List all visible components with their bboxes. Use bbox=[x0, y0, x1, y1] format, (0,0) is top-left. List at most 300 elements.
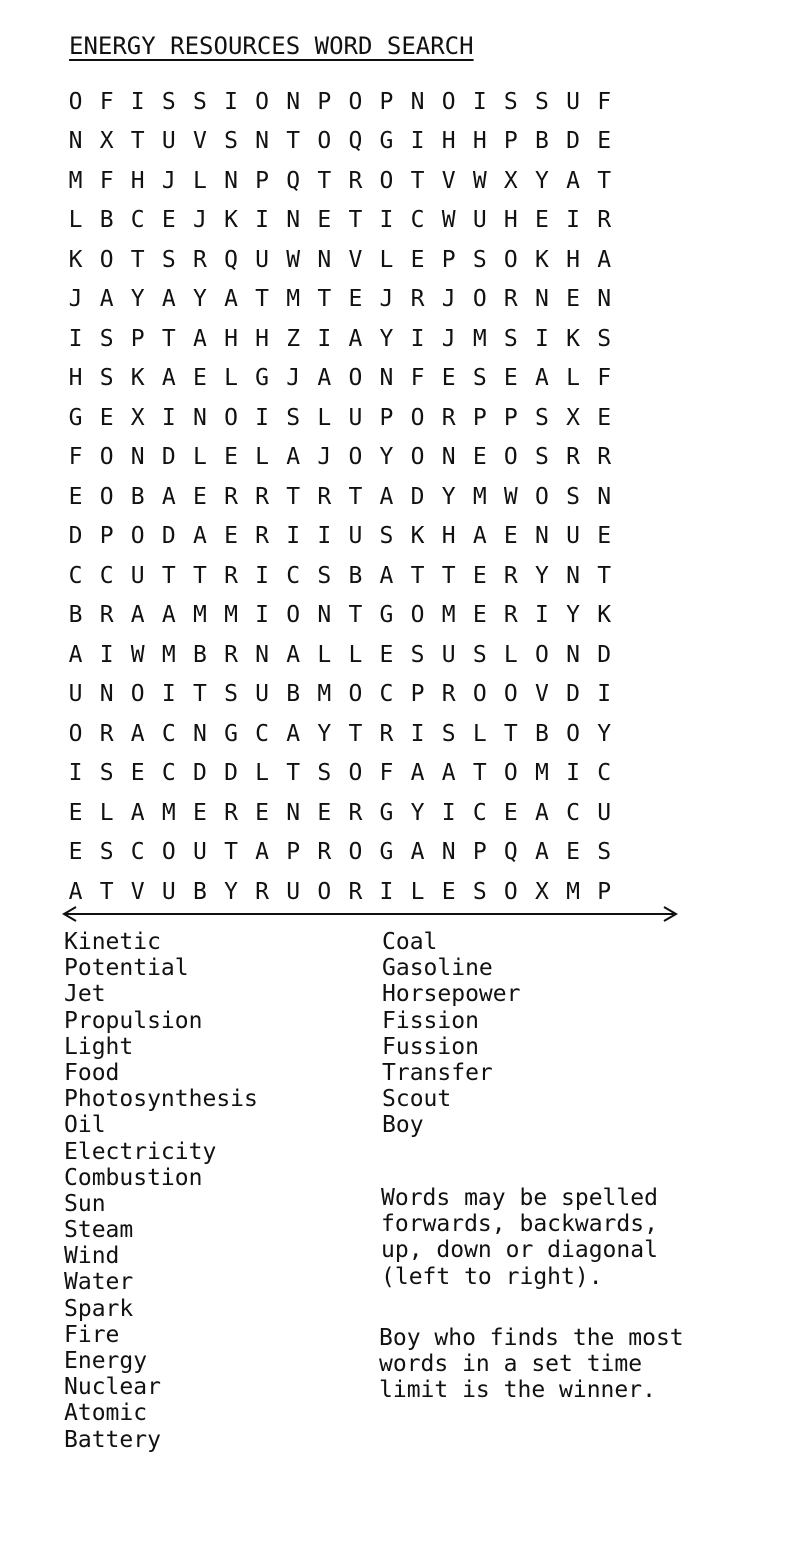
grid-letter: V bbox=[130, 878, 145, 905]
grid-letter: A bbox=[535, 839, 549, 866]
grid-letter: B bbox=[192, 641, 207, 668]
grid-letter: E bbox=[130, 760, 145, 787]
grid-letter: K bbox=[130, 365, 145, 392]
grid-letter: M bbox=[161, 799, 176, 826]
grid-letter: I bbox=[410, 720, 425, 747]
grid-letter: E bbox=[472, 562, 487, 589]
grid-letter: S bbox=[99, 365, 114, 392]
grid-letter: A bbox=[317, 365, 332, 392]
grid-letter: T bbox=[161, 562, 176, 589]
grid-letter: P bbox=[472, 839, 487, 866]
grid-letter: N bbox=[317, 602, 332, 629]
grid-letter: S bbox=[161, 246, 176, 273]
grid-letter: R bbox=[379, 720, 394, 747]
grid-letter: C bbox=[130, 207, 145, 234]
grid-letter: S bbox=[410, 641, 425, 668]
grid-letter: T bbox=[472, 760, 487, 787]
grid-letter: T bbox=[348, 720, 363, 747]
grid-letter: O bbox=[348, 88, 363, 115]
grid-row bbox=[60, 477, 700, 517]
grid-letter: S bbox=[597, 839, 612, 866]
grid-letter: Y bbox=[535, 167, 549, 194]
grid-row bbox=[60, 714, 700, 754]
grid-letter: E bbox=[192, 483, 207, 510]
grid-letter: N bbox=[597, 286, 612, 313]
grid-letter: A bbox=[535, 365, 549, 392]
grid-letter: Q bbox=[503, 839, 518, 866]
grid-letter: Y bbox=[535, 562, 549, 589]
grid-letter: R bbox=[99, 602, 114, 629]
grid-letter: R bbox=[224, 483, 238, 510]
word-list-item: Food bbox=[64, 1059, 120, 1086]
rules-line: limit is the winner. bbox=[379, 1377, 656, 1404]
grid-letter: E bbox=[535, 207, 549, 234]
grid-letter: N bbox=[224, 167, 238, 194]
grid-letter: F bbox=[379, 760, 394, 787]
grid-letter: H bbox=[472, 128, 487, 155]
grid-letter: O bbox=[348, 839, 363, 866]
grid-letter: U bbox=[348, 404, 363, 431]
grid-letter: P bbox=[99, 523, 114, 550]
grid-letter: O bbox=[68, 720, 83, 747]
grid-letter: O bbox=[503, 760, 518, 787]
word-list-item: Wind bbox=[64, 1243, 120, 1270]
grid-letter: A bbox=[410, 839, 425, 866]
grid-letter: I bbox=[255, 562, 270, 589]
grid-letter: I bbox=[566, 760, 580, 787]
grid-letter: T bbox=[597, 562, 612, 589]
grid-letter: E bbox=[597, 404, 612, 431]
word-list-item: Energy bbox=[64, 1348, 148, 1374]
grid-letter: C bbox=[68, 562, 83, 589]
grid-letter: U bbox=[130, 562, 145, 589]
word-list-item: Boy bbox=[382, 1112, 424, 1139]
grid-letter: E bbox=[503, 523, 518, 550]
grid-letter: C bbox=[255, 720, 270, 747]
grid-letter: U bbox=[286, 878, 301, 905]
grid-letter: O bbox=[317, 128, 332, 155]
grid-letter: M bbox=[286, 286, 301, 313]
grid-letter: M bbox=[566, 878, 580, 905]
instruction-line: forwards, backwards, bbox=[381, 1211, 658, 1238]
grid-letter: A bbox=[379, 562, 394, 589]
grid-letter: O bbox=[503, 444, 518, 471]
grid-letter: E bbox=[317, 207, 332, 234]
grid-letter: T bbox=[286, 128, 301, 155]
grid-letter: S bbox=[472, 365, 487, 392]
grid-letter: U bbox=[68, 681, 83, 708]
grid-letter: L bbox=[192, 444, 207, 471]
grid-letter: E bbox=[192, 799, 207, 826]
grid-letter: C bbox=[472, 799, 487, 826]
grid-letter: E bbox=[503, 799, 518, 826]
grid-letter: O bbox=[379, 167, 394, 194]
grid-letter: I bbox=[379, 878, 394, 905]
grid-letter: A bbox=[348, 325, 363, 352]
grid-row bbox=[60, 833, 700, 873]
grid-letter: L bbox=[255, 444, 270, 471]
grid-letter: U bbox=[255, 681, 270, 708]
grid-letter: E bbox=[317, 799, 332, 826]
grid-letter: F bbox=[99, 88, 114, 115]
grid-letter: L bbox=[255, 760, 270, 787]
grid-letter: O bbox=[503, 681, 518, 708]
grid-letter: M bbox=[192, 602, 207, 629]
page-title: ENERGY RESOURCES WORD SEARCH bbox=[69, 32, 474, 60]
grid-letter: A bbox=[68, 641, 83, 668]
word-list-item: Propulsion bbox=[64, 1007, 203, 1034]
grid-letter: B bbox=[68, 602, 83, 629]
instruction-line: up, down or diagonal bbox=[381, 1237, 658, 1264]
grid-letter: E bbox=[441, 365, 456, 392]
grid-letter: T bbox=[192, 562, 207, 589]
grid-letter: T bbox=[410, 562, 425, 589]
grid-letter: D bbox=[597, 641, 612, 668]
grid-letter: I bbox=[317, 523, 332, 550]
grid-letter: N bbox=[99, 681, 114, 708]
grid-letter: L bbox=[224, 365, 238, 392]
grid-letter: D bbox=[566, 681, 580, 708]
grid-letter: J bbox=[317, 444, 332, 471]
grid-letter: J bbox=[379, 286, 394, 313]
grid-letter: A bbox=[255, 839, 270, 866]
instruction-line: (left to right). bbox=[381, 1263, 603, 1290]
grid-letter: S bbox=[161, 88, 176, 115]
grid-letter: C bbox=[161, 760, 176, 787]
grid-letter: A bbox=[161, 286, 176, 313]
grid-letter: S bbox=[192, 88, 207, 115]
grid-letter: L bbox=[379, 246, 394, 273]
grid-letter: C bbox=[566, 799, 580, 826]
grid-letter: W bbox=[441, 207, 456, 234]
grid-letter: T bbox=[192, 681, 207, 708]
word-list-item: Kinetic bbox=[64, 929, 161, 955]
grid-letter: H bbox=[441, 523, 456, 550]
grid-letter: E bbox=[472, 602, 487, 629]
grid-letter: L bbox=[410, 878, 425, 905]
grid-row bbox=[60, 201, 700, 241]
grid-letter: S bbox=[535, 444, 549, 471]
grid-letter: D bbox=[410, 483, 425, 510]
grid-letter: H bbox=[130, 167, 145, 194]
grid-letter: N bbox=[535, 523, 549, 550]
grid-letter: C bbox=[597, 760, 612, 787]
grid-letter: J bbox=[441, 325, 456, 352]
grid-letter: S bbox=[224, 128, 238, 155]
grid-letter: Z bbox=[286, 325, 301, 352]
grid-letter: N bbox=[441, 839, 456, 866]
grid-letter: S bbox=[224, 681, 238, 708]
grid-letter: R bbox=[224, 562, 238, 589]
grid-letter: P bbox=[286, 839, 301, 866]
grid-letter: S bbox=[597, 325, 612, 352]
grid-letter: L bbox=[317, 641, 332, 668]
grid-letter: R bbox=[441, 404, 456, 431]
grid-letter: L bbox=[68, 207, 83, 234]
grid-letter: I bbox=[68, 760, 83, 787]
grid-row bbox=[60, 517, 700, 557]
grid-letter: N bbox=[379, 365, 394, 392]
grid-letter: B bbox=[130, 483, 145, 510]
grid-letter: U bbox=[472, 207, 487, 234]
grid-letter: D bbox=[224, 760, 238, 787]
grid-letter: O bbox=[472, 681, 487, 708]
grid-letter: T bbox=[286, 483, 301, 510]
grid-letter: P bbox=[255, 167, 270, 194]
grid-row bbox=[60, 280, 700, 320]
grid-letter: I bbox=[68, 325, 83, 352]
grid-letter: M bbox=[161, 641, 176, 668]
grid-letter: S bbox=[379, 523, 394, 550]
grid-letter: O bbox=[472, 286, 487, 313]
grid-letter: H bbox=[68, 365, 83, 392]
grid-letter: L bbox=[348, 641, 363, 668]
grid-letter: B bbox=[535, 128, 549, 155]
grid-letter: T bbox=[348, 207, 363, 234]
grid-letter: P bbox=[597, 878, 612, 905]
grid-letter: A bbox=[130, 799, 145, 826]
grid-letter: O bbox=[130, 681, 145, 708]
grid-letter: V bbox=[348, 246, 363, 273]
grid-letter: E bbox=[192, 365, 207, 392]
grid-letter: B bbox=[192, 878, 207, 905]
grid-letter: E bbox=[99, 404, 114, 431]
grid-letter: R bbox=[348, 878, 363, 905]
grid-letter: H bbox=[566, 246, 580, 273]
grid-letter: F bbox=[410, 365, 425, 392]
word-list-item: Spark bbox=[64, 1295, 134, 1322]
grid-row bbox=[60, 161, 700, 201]
grid-letter: E bbox=[348, 286, 363, 313]
grid-letter: O bbox=[99, 444, 114, 471]
grid-letter: C bbox=[161, 720, 176, 747]
grid-row bbox=[60, 398, 700, 438]
grid-letter: B bbox=[286, 681, 301, 708]
grid-letter: I bbox=[255, 404, 270, 431]
grid-letter: Y bbox=[379, 444, 394, 471]
grid-letter: H bbox=[441, 128, 456, 155]
grid-letter: S bbox=[472, 878, 487, 905]
grid-letter: E bbox=[379, 641, 394, 668]
grid-letter: I bbox=[379, 207, 394, 234]
grid-letter: N bbox=[597, 483, 612, 510]
word-list-item: Horsepower bbox=[382, 981, 521, 1008]
word-list-item: Electricity bbox=[64, 1138, 217, 1165]
grid-letter: S bbox=[472, 641, 487, 668]
grid-letter: Y bbox=[130, 286, 145, 313]
grid-letter: P bbox=[472, 404, 487, 431]
grid-letter: C bbox=[379, 681, 394, 708]
grid-letter: A bbox=[379, 483, 394, 510]
grid-letter: N bbox=[535, 286, 549, 313]
grid-letter: E bbox=[410, 246, 425, 273]
grid-letter: T bbox=[99, 878, 114, 905]
grid-letter: E bbox=[472, 444, 487, 471]
grid-letter: S bbox=[503, 88, 518, 115]
grid-row bbox=[60, 319, 700, 359]
grid-letter: U bbox=[566, 88, 580, 115]
word-list-item: Sun bbox=[64, 1190, 106, 1217]
grid-letter: R bbox=[348, 167, 363, 194]
grid-letter: T bbox=[224, 839, 238, 866]
grid-letter: I bbox=[255, 207, 270, 234]
grid-letter: T bbox=[410, 167, 425, 194]
word-list-item: Light bbox=[64, 1033, 134, 1060]
grid-letter: X bbox=[130, 404, 145, 431]
grid-letter: P bbox=[503, 404, 518, 431]
grid-letter: I bbox=[535, 325, 549, 352]
grid-row bbox=[60, 635, 700, 675]
grid-letter: O bbox=[441, 88, 456, 115]
grid-letter: W bbox=[503, 483, 518, 510]
grid-letter: T bbox=[161, 325, 176, 352]
grid-letter: O bbox=[348, 444, 363, 471]
grid-letter: Y bbox=[224, 878, 238, 905]
grid-row bbox=[60, 556, 700, 596]
grid-letter: N bbox=[286, 799, 301, 826]
grid-letter: I bbox=[566, 207, 580, 234]
grid-letter: O bbox=[99, 246, 114, 273]
grid-row bbox=[60, 793, 700, 833]
grid-letter: I bbox=[255, 602, 270, 629]
word-list-item: Steam bbox=[64, 1217, 134, 1244]
grid-letter: L bbox=[99, 799, 114, 826]
grid-letter: J bbox=[161, 167, 176, 194]
grid-letter: S bbox=[566, 483, 580, 510]
grid-letter: T bbox=[503, 720, 518, 747]
grid-letter: A bbox=[286, 444, 301, 471]
grid-letter: A bbox=[597, 246, 612, 273]
grid-letter: A bbox=[161, 483, 176, 510]
grid-letter: P bbox=[441, 246, 456, 273]
grid-letter: S bbox=[535, 404, 549, 431]
word-list-item: Combustion bbox=[64, 1164, 203, 1191]
grid-letter: E bbox=[161, 207, 176, 234]
grid-letter: O bbox=[68, 88, 83, 115]
word-list-item: Atomic bbox=[64, 1400, 148, 1427]
grid-letter: O bbox=[317, 878, 332, 905]
grid-letter: M bbox=[472, 483, 487, 510]
grid-letter: N bbox=[441, 444, 456, 471]
word-search-grid bbox=[60, 82, 700, 912]
grid-letter: R bbox=[255, 483, 270, 510]
grid-letter: O bbox=[503, 878, 518, 905]
grid-letter: M bbox=[317, 681, 332, 708]
grid-letter: L bbox=[192, 167, 207, 194]
grid-letter: H bbox=[255, 325, 270, 352]
grid-letter: K bbox=[597, 602, 612, 629]
grid-letter: T bbox=[130, 128, 145, 155]
instruction-line: Words may be spelled bbox=[381, 1185, 658, 1211]
grid-letter: C bbox=[130, 839, 145, 866]
grid-letter: W bbox=[286, 246, 301, 273]
grid-letter: T bbox=[597, 167, 612, 194]
grid-letter: A bbox=[130, 602, 145, 629]
word-list-item: Battery bbox=[64, 1426, 161, 1453]
grid-letter: E bbox=[255, 799, 270, 826]
grid-letter: R bbox=[317, 839, 332, 866]
grid-letter: D bbox=[161, 523, 176, 550]
grid-letter: N bbox=[130, 444, 145, 471]
word-list-item: Scout bbox=[382, 1086, 452, 1113]
grid-letter: U bbox=[255, 246, 270, 273]
grid-letter: S bbox=[99, 325, 114, 352]
grid-letter: O bbox=[410, 602, 425, 629]
grid-letter: R bbox=[410, 286, 425, 313]
grid-letter: B bbox=[99, 207, 114, 234]
rules bbox=[379, 1325, 794, 1404]
grid-letter: P bbox=[317, 88, 332, 115]
grid-letter: N bbox=[566, 641, 580, 668]
grid-letter: E bbox=[441, 878, 456, 905]
grid-letter: O bbox=[286, 602, 301, 629]
grid-letter: O bbox=[348, 365, 363, 392]
grid-letter: J bbox=[441, 286, 456, 313]
word-list-item: Gasoline bbox=[382, 955, 493, 982]
grid-letter: S bbox=[317, 760, 332, 787]
grid-letter: I bbox=[161, 681, 176, 708]
grid-letter: Y bbox=[317, 720, 332, 747]
grid-letter: N bbox=[255, 128, 270, 155]
grid-letter: E bbox=[597, 523, 612, 550]
grid-row bbox=[60, 240, 700, 280]
grid-letter: E bbox=[68, 483, 83, 510]
grid-letter: X bbox=[535, 878, 549, 905]
word-list-item: Potential bbox=[64, 955, 189, 982]
grid-letter: K bbox=[535, 246, 549, 273]
grid-letter: O bbox=[224, 404, 238, 431]
grid-letter: M bbox=[472, 325, 487, 352]
grid-letter: B bbox=[535, 720, 549, 747]
grid-letter: T bbox=[348, 602, 363, 629]
grid-letter: M bbox=[224, 602, 238, 629]
grid-letter: R bbox=[317, 483, 332, 510]
grid-letter: R bbox=[99, 720, 114, 747]
grid-letter: A bbox=[566, 167, 580, 194]
grid-letter: O bbox=[566, 720, 580, 747]
grid-letter: Y bbox=[597, 720, 612, 747]
grid-letter: R bbox=[597, 444, 612, 471]
grid-letter: N bbox=[317, 246, 332, 273]
grid-letter: R bbox=[224, 641, 238, 668]
grid-letter: N bbox=[286, 88, 301, 115]
grid-letter: R bbox=[224, 799, 238, 826]
grid-letter: P bbox=[379, 404, 394, 431]
grid-letter: M bbox=[441, 602, 456, 629]
grid-letter: I bbox=[597, 681, 612, 708]
word-list-item: Fussion bbox=[382, 1033, 479, 1060]
grid-letter: O bbox=[99, 483, 114, 510]
grid-letter: S bbox=[472, 246, 487, 273]
grid-letter: S bbox=[503, 325, 518, 352]
word-list-item: Jet bbox=[64, 981, 106, 1008]
grid-letter: Y bbox=[379, 325, 394, 352]
grid-letter: S bbox=[535, 88, 549, 115]
grid-letter: A bbox=[192, 325, 207, 352]
grid-letter: P bbox=[410, 681, 425, 708]
grid-letter: M bbox=[68, 167, 83, 194]
grid-letter: R bbox=[192, 246, 207, 273]
grid-letter: R bbox=[255, 523, 270, 550]
grid-letter: W bbox=[130, 641, 145, 668]
grid-letter: L bbox=[472, 720, 487, 747]
grid-letter: P bbox=[379, 88, 394, 115]
grid-letter: T bbox=[255, 286, 270, 313]
grid-letter: B bbox=[348, 562, 363, 589]
grid-letter: R bbox=[566, 444, 580, 471]
grid-letter: N bbox=[410, 88, 425, 115]
grid-letter: K bbox=[224, 207, 238, 234]
